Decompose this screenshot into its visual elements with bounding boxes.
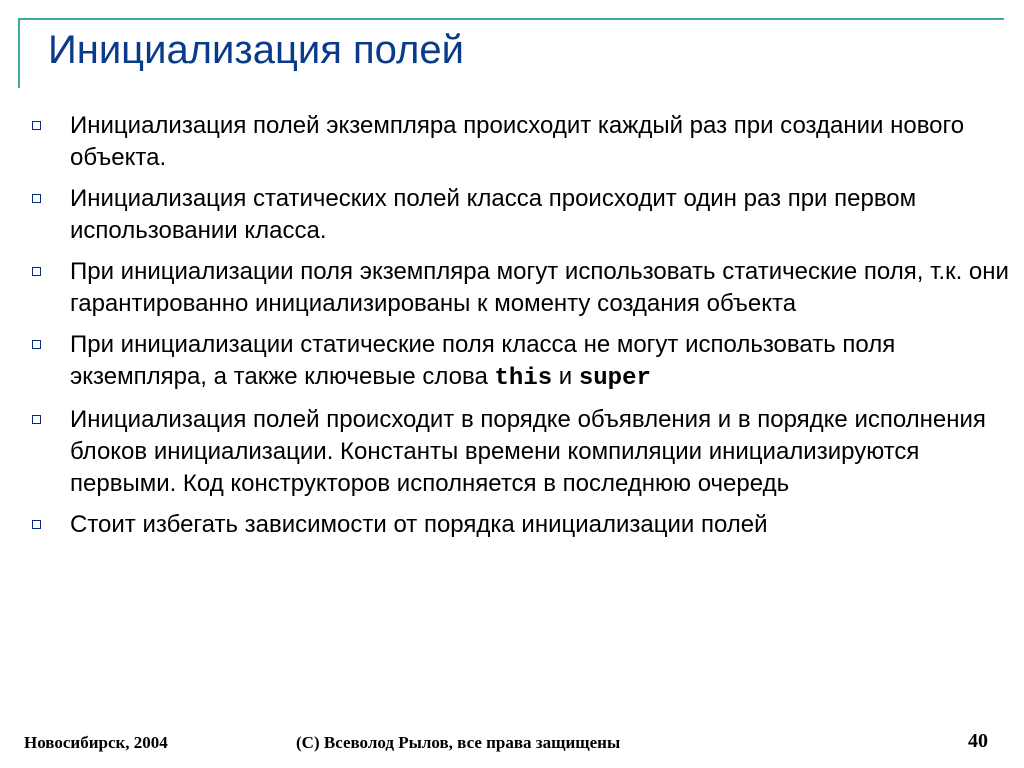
frame-left-line <box>18 18 20 88</box>
page-number: 40 <box>968 730 988 752</box>
bullet-list <box>30 110 1010 550</box>
bullet-text: Инициализация полей экземпляра происходит каждый раз при создании нового объекта. <box>70 112 965 171</box>
bullet-item <box>30 509 1010 541</box>
keyword-super: super <box>578 365 651 392</box>
square-bullet-icon <box>32 520 41 529</box>
frame-top-line <box>18 18 1004 20</box>
bullet-text: Инициализация полей происходит в порядке объявления и в порядке исполнения блоков инициализации. Константы времени компиляции инициализируются первыми. Код конструкторов исполняется в последнюю очередь <box>70 406 986 497</box>
square-bullet-icon <box>32 121 41 130</box>
bullet-text: При инициализации поля экземпляра могут использовать статические поля, т.к. они гарантированно инициализированы к моменту создания объекта <box>70 258 1009 317</box>
bullet-item <box>30 110 1010 174</box>
bullet-text: Стоит избегать зависимости от порядка инициализации полей <box>70 511 768 538</box>
bullet-item <box>30 183 1010 247</box>
bullet-item <box>30 329 1010 395</box>
square-bullet-icon <box>32 340 41 349</box>
keyword-this: this <box>494 365 553 392</box>
bullet-joiner: и <box>552 363 579 390</box>
bullet-text: При инициализации статические поля класса не могут использовать поля экземпляра, а также ключевые слова <box>70 331 896 390</box>
footer-copyright: (C) Всеволод Рылов, все права защищены <box>296 733 621 752</box>
bullet-item <box>30 256 1010 320</box>
slide-title: Инициализация полей <box>48 28 464 72</box>
square-bullet-icon <box>32 415 41 424</box>
square-bullet-icon <box>32 267 41 276</box>
bullet-text: Инициализация статических полей класса происходит один раз при первом использовании класса. <box>70 185 917 244</box>
bullet-item <box>30 404 1010 500</box>
square-bullet-icon <box>32 194 41 203</box>
footer-location: Новосибирск, 2004 <box>24 733 168 752</box>
